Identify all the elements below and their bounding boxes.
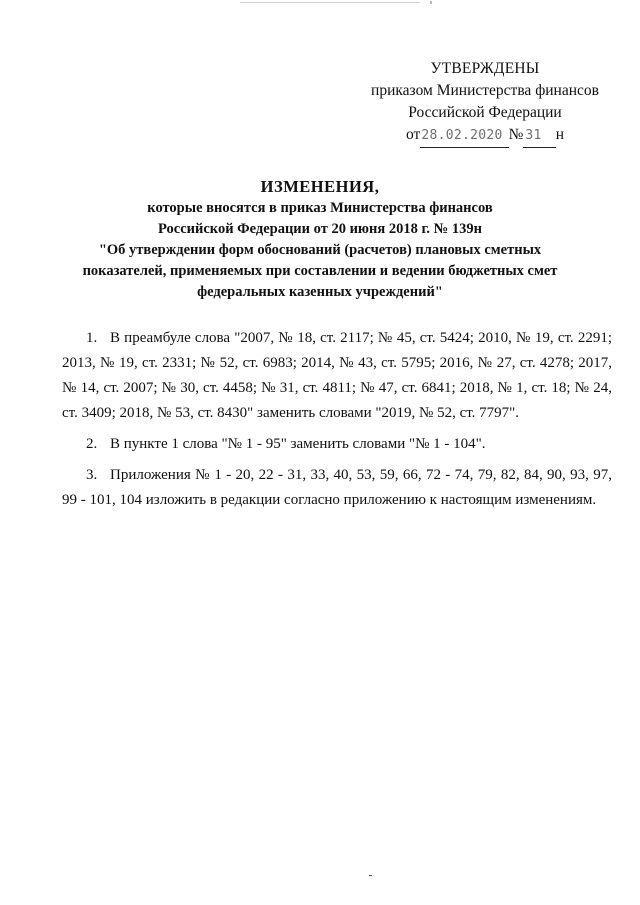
document-body [62, 326, 612, 519]
paragraph-3 [62, 463, 612, 513]
heading-line: федеральных казенных учреждений" [197, 284, 443, 300]
number-suffix: н [555, 126, 564, 143]
number-label: № [508, 126, 524, 143]
order-date: 28.02.2020 [420, 125, 508, 148]
paragraph-2 [62, 432, 612, 457]
scan-speck [369, 875, 372, 876]
document-heading [40, 176, 600, 303]
order-number: 31 [523, 125, 555, 148]
paragraph-1 [62, 326, 612, 426]
from-prefix: от [406, 126, 421, 143]
paragraph-text: В пункте 1 слова "№ 1 - 95" заменить словами "№ 1 - 104". [110, 436, 486, 452]
heading-main: ИЗМЕНЕНИЯ, [260, 177, 380, 196]
heading-line: которые вносятся в приказ Министерства финансов [147, 200, 493, 216]
heading-line: "Об утверждении форм обоснований (расчетов) плановых сметных [98, 242, 542, 258]
heading-line: показателей, применяемых при составлении и ведении бюджетных смет [82, 263, 558, 279]
paragraph-text: Приложения № 1 - 20, 22 - 31, 33, 40, 53, 59, 66, 72 - 74, 79, 82, 84, 90, 93, 97, 99 - 101, 104 изложить в редакции согласно приложению к настоящим изменениям. [62, 467, 612, 508]
heading-line: Российской Федерации от 20 июня 2018 г. № 139н [158, 221, 482, 237]
paragraph-text: В преамбуле слова "2007, № 18, ст. 2117; № 45, ст. 5424; 2010, № 19, ст. 2291; 2013, № 19, ст. 2331; № 52, ст. 6983; 2014, № 43, ст. 5795; 2016, № 27, ст. 4278; 2017, № 14, ст. 2007; № 30, ст. 4458; № 31, ст. 4811; № 47, ст. 6841; 2018, № 1, ст. 18; № 24, ст. 3409; 2018, № 53, ст. 8430" заменить словами "2019, № 52, ст. 7797". [62, 330, 612, 421]
approval-block [360, 58, 610, 148]
approval-line-2: Российской Федерации [408, 104, 562, 121]
approval-date-line [360, 124, 610, 148]
scan-line [240, 2, 420, 3]
scan-artifact [0, 0, 640, 4]
paragraph-number: 3. [86, 467, 98, 483]
scan-mark [430, 1, 432, 4]
paragraph-number: 2. [86, 436, 98, 452]
paragraph-number: 1. [86, 330, 98, 346]
approval-line-1: приказом Министерства финансов [371, 82, 599, 99]
approval-title: УТВЕРЖДЕНЫ [430, 60, 540, 77]
